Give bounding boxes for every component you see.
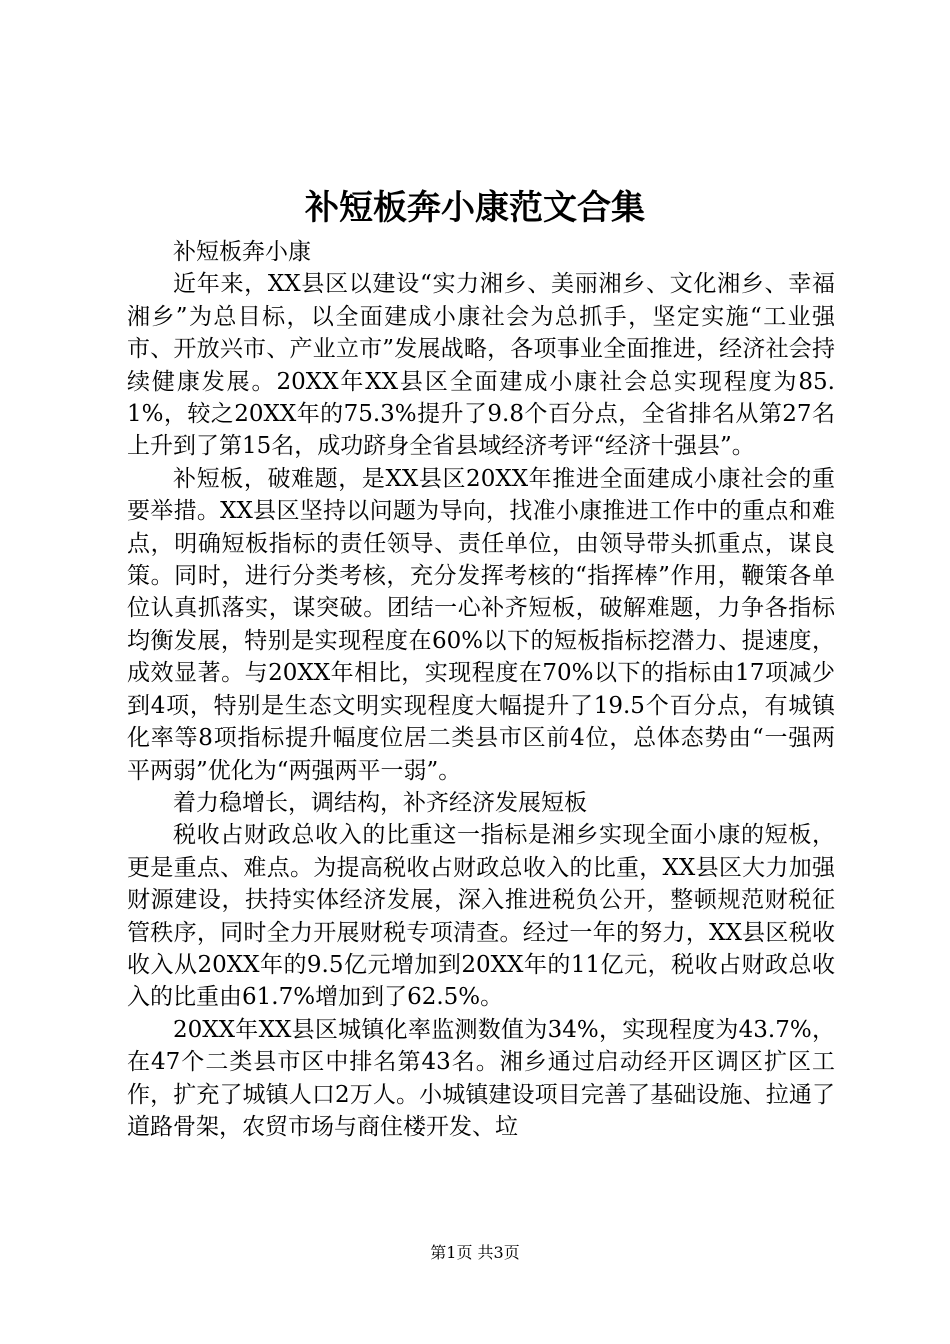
- document-body: [127, 236, 835, 1143]
- paragraph: 近年来，XX县区以建设“实力湘乡、美丽湘乡、文化湘乡、幸福湘乡”为总目标，以全面建成小康社会为总抓手，坚定实施“工业强市、开放兴市、产业立市”发展战略，各项事业全面推进，经济社会持续健康发展。20XX年XX县区全面建成小康社会总实现程度为85.1%，较之20XX年的75.3%提升了9.8个百分点，全省排名从第27名上升到了第15名，成功跻身全省县域经济考评“经济十强县”。: [127, 271, 835, 460]
- section-heading: 补短板奔小康: [173, 239, 311, 265]
- section-heading: 着力稳增长，调结构，补齐经济发展短板: [173, 789, 587, 816]
- paragraph: 税收占财政总收入的比重这一指标是湘乡实现全面小康的短板，更是重点、难点。为提高税收占财政总收入的比重，XX县区大力加强财源建设，扶持实体经济发展，深入推进税负公开，整顿规范财税征管秩序，同时全力开展财税专项清查。经过一年的努力，XX县区税收收入从20XX年的9.5亿元增加到20XX年的11亿元，税收占财政总收入的比重由61.7%增加到了62.5%。: [127, 822, 835, 1011]
- paragraph: 20XX年XX县区城镇化率监测数值为34%，实现程度为43.7%，在47个二类县市区中排名第43名。湘乡通过启动经开区调区扩区工作，扩充了城镇人口2万人。小城镇建设项目完善了基础设施、拉通了道路骨架，农贸市场与商住楼开发、垃: [127, 1016, 835, 1140]
- paragraph: 补短板，破难题，是XX县区20XX年推进全面建成小康社会的重要举措。XX县区坚持以问题为导向，找准小康推进工作中的重点和难点，明确短板指标的责任领导、责任单位，由领导带头抓重点，谋良策。同时，进行分类考核，充分发挥考核的“指挥棒”作用，鞭策各单位认真抓落实，谋突破。团结一心补齐短板，破解难题，力争各指标均衡发展，特别是实现程度在60%以下的短板指标挖潜力、提速度，成效显著。与20XX年相比，实现程度在70%以下的指标由17项减少到4项，特别是生态文明实现程度大幅提升了19.5个百分点，有城镇化率等8项指标提升幅度位居二类县市区前4位，总体态势由“一强两平两弱”优化为“两强两平一弱”。: [127, 465, 835, 784]
- page-footer: 第1页 共3页: [430, 1243, 520, 1262]
- document-title: 补短板奔小康范文合集: [305, 188, 645, 228]
